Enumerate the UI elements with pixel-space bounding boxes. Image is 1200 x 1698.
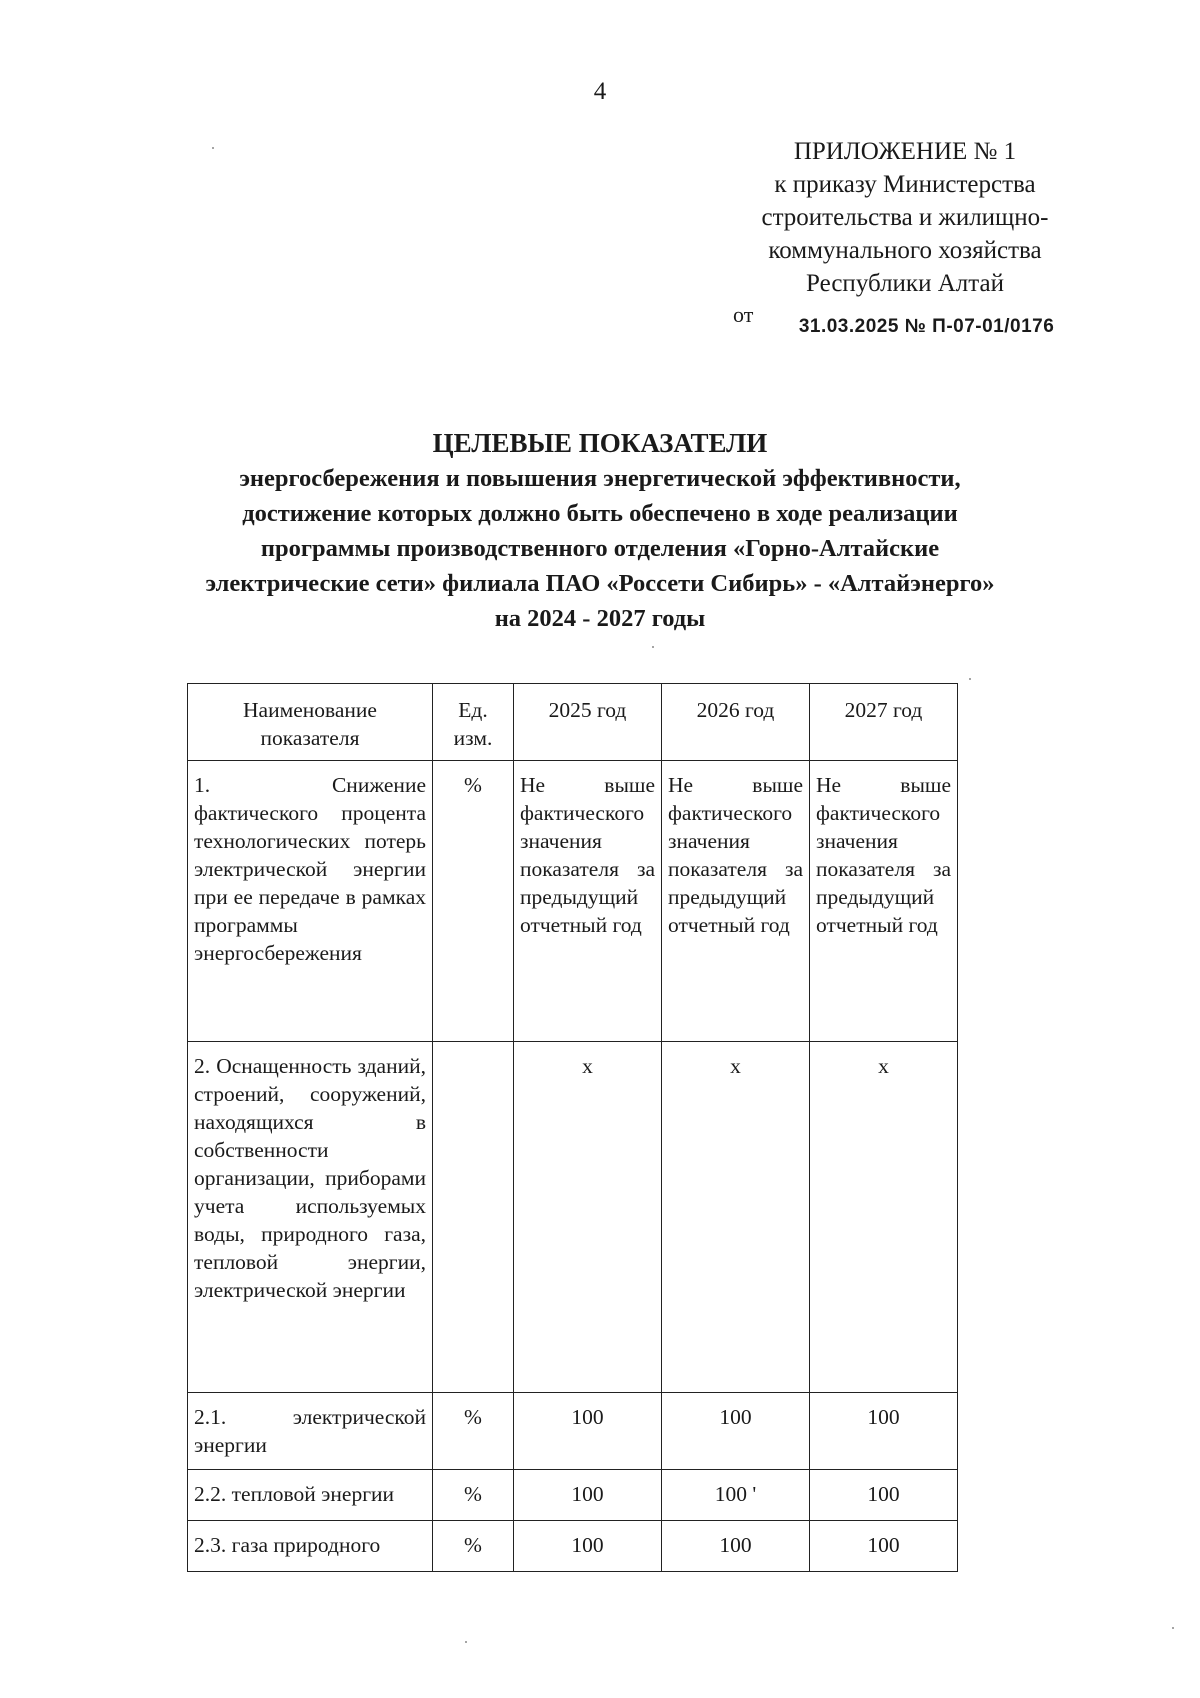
indicator-name: 2.2. тепловой энергии — [188, 1470, 433, 1521]
document-number-stamp: 31.03.2025 № П-07-01/0176 — [798, 316, 1055, 337]
value-2025: x — [514, 1042, 662, 1393]
indicator-unit: % — [433, 1393, 514, 1470]
title-line: на 2024 - 2027 годы — [494, 605, 706, 632]
header-unit: Ед. изм. — [433, 684, 514, 761]
value-2027: Не выше фактического значения показателя за предыдущий отчетный год — [810, 761, 958, 1042]
indicator-unit — [433, 1042, 514, 1393]
value-2026: 100 — [662, 1521, 810, 1572]
appendix-header — [740, 135, 1070, 300]
value-2027: 100 — [810, 1521, 958, 1572]
table-row — [188, 1521, 958, 1572]
value-2026: 100 — [662, 1393, 810, 1470]
table-row — [188, 1470, 958, 1521]
scan-speck — [212, 147, 214, 149]
appendix-line: коммунального хозяйства — [768, 237, 1042, 264]
scan-speck — [969, 678, 971, 680]
appendix-line: строительства и жилищно- — [761, 204, 1049, 231]
value-2025: 100 — [514, 1521, 662, 1572]
title-line: программы производственного отделения «Горно-Алтайские — [260, 535, 940, 562]
table-row — [188, 761, 958, 1042]
indicators-table — [187, 683, 958, 1572]
title-main: ЦЕЛЕВЫЕ ПОКАЗАТЕЛИ — [432, 428, 768, 458]
value-2026: Не выше фактического значения показателя за предыдущий отчетный год — [662, 761, 810, 1042]
value-2026: 100 ' — [662, 1470, 810, 1521]
approval-line — [733, 302, 1055, 337]
value-2025: 100 — [514, 1393, 662, 1470]
header-name: Наименование показателя — [188, 684, 433, 761]
scan-speck — [465, 1641, 467, 1643]
appendix-line: Республики Алтай — [806, 270, 1004, 297]
indicator-unit: % — [433, 1521, 514, 1572]
table-row — [188, 1042, 958, 1393]
title-line: достижение которых должно быть обеспечено в ходе реализации — [242, 500, 958, 527]
appendix-line: к приказу Министерства — [774, 171, 1036, 198]
title-line: энергосбережения и повышения энергетической эффективности, — [239, 465, 961, 492]
indicator-unit: % — [433, 1470, 514, 1521]
value-2025: Не выше фактического значения показателя за предыдущий отчетный год — [514, 761, 662, 1042]
value-2026: x — [662, 1042, 810, 1393]
scan-speck — [652, 646, 654, 648]
table-header-row — [188, 684, 958, 761]
page-number: 4 — [593, 78, 607, 105]
table-row — [188, 1393, 958, 1470]
indicator-unit: % — [433, 761, 514, 1042]
indicator-name: 2. Оснащенность зданий, строений, сооружений, находящихся в собственности организации, приборами учета используемых воды, природного газа, тепловой энергии, электрической энергии — [188, 1042, 433, 1393]
scan-speck — [1172, 1627, 1174, 1629]
indicator-name: 2.1. электрической энергии — [188, 1393, 433, 1470]
document-title — [150, 425, 1050, 636]
header-2027: 2027 год — [810, 684, 958, 761]
value-2027: x — [810, 1042, 958, 1393]
appendix-title: ПРИЛОЖЕНИЕ № 1 — [793, 138, 1017, 165]
indicator-name: 2.3. газа природного — [188, 1521, 433, 1572]
title-line: электрические сети» филиала ПАО «Россети Сибирь» - «Алтайэнерго» — [205, 570, 995, 597]
header-2026: 2026 год — [662, 684, 810, 761]
value-2025: 100 — [514, 1470, 662, 1521]
header-2025: 2025 год — [514, 684, 662, 761]
from-label: от — [733, 302, 754, 327]
value-2027: 100 — [810, 1393, 958, 1470]
value-2027: 100 — [810, 1470, 958, 1521]
indicator-name: 1. Снижение фактического процента технологических потерь электрической энергии при ее передаче в рамках программы энергосбережения — [188, 761, 433, 1042]
